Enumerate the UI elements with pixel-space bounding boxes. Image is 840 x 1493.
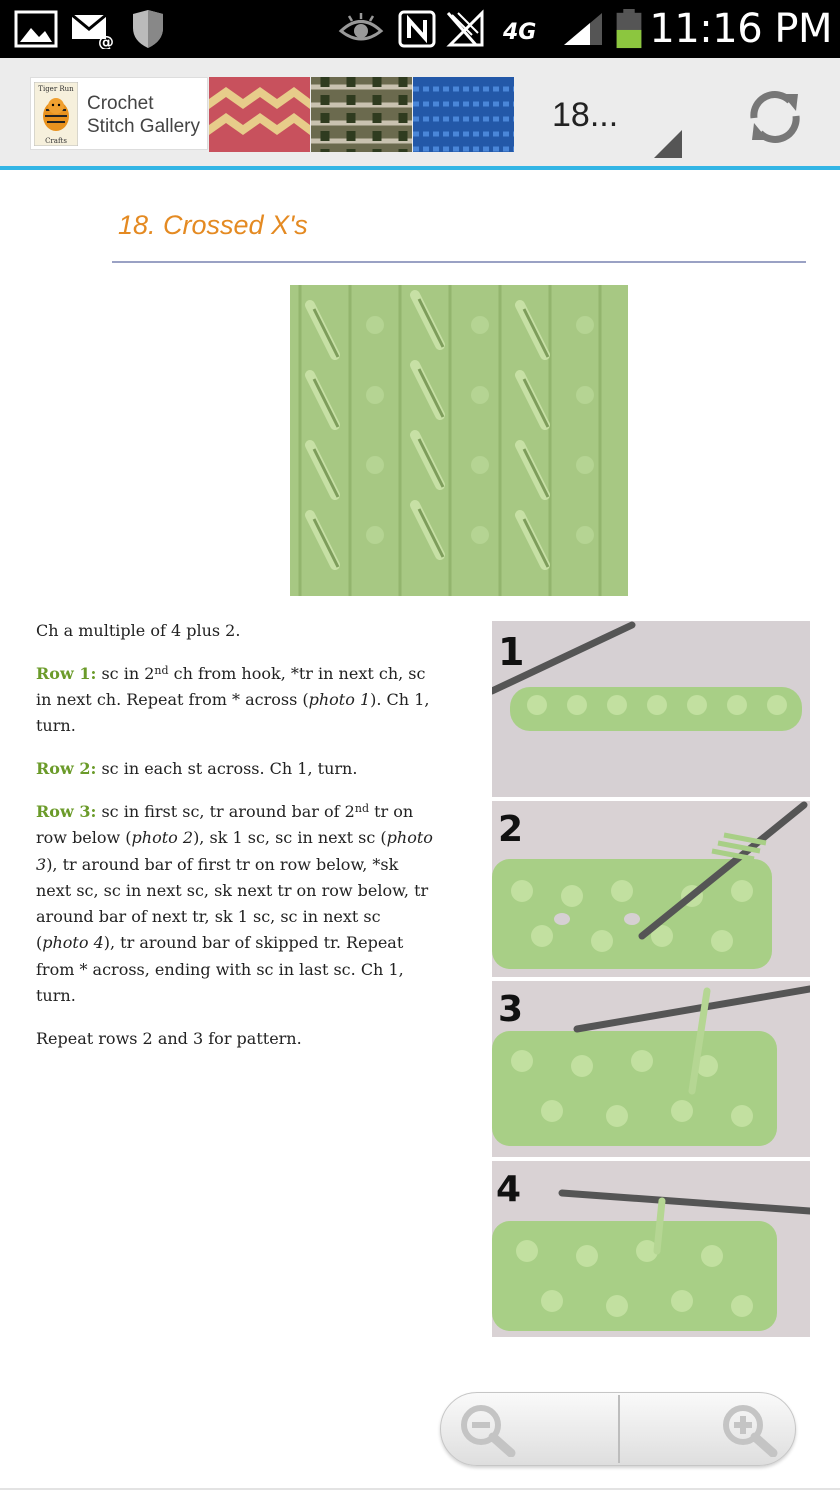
app-logo[interactable]	[30, 77, 208, 150]
step-photo-4-number: 4	[496, 1169, 522, 1210]
email-icon	[70, 9, 116, 49]
pattern-instructions	[36, 618, 436, 1069]
step-photo-2-number: 2	[498, 809, 524, 850]
signal-bars-icon	[560, 9, 606, 49]
logo-small-text-top: Tiger Run	[38, 85, 74, 93]
dropdown-corner-icon	[654, 130, 682, 158]
app-title-line2: Stitch Gallery	[87, 116, 200, 137]
pattern-title: 18. Crossed X's	[118, 210, 308, 240]
step-photo-2	[492, 801, 810, 977]
zoom-in-button[interactable]	[620, 1393, 797, 1465]
shield-icon	[130, 9, 166, 49]
row-1-label: Row 1:	[36, 663, 97, 683]
chevron-swatch-image[interactable]	[209, 77, 310, 152]
pattern-page	[0, 170, 840, 1493]
zoom-controls	[440, 1392, 796, 1466]
row-2-label: Row 2:	[36, 759, 97, 779]
refresh-icon[interactable]	[742, 84, 808, 150]
intro-text: Ch a multiple of 4 plus 2.	[36, 621, 241, 640]
repeat-note: Repeat rows 2 and 3 for pattern.	[36, 1028, 302, 1048]
row-1-text: Row 1: sc in 2nd ch from hook, *tr in next ch, sc in next ch. Repeat from * across (photo 1). Ch 1, turn.	[36, 663, 430, 736]
page-selector-value: 18...	[552, 96, 619, 134]
app-header	[0, 58, 840, 166]
status-bar	[0, 0, 840, 58]
signal-muted-icon	[446, 9, 502, 49]
battery-icon	[614, 9, 644, 49]
network-type-label: 4G	[503, 20, 537, 45]
bottom-divider	[0, 1488, 840, 1490]
mosaic-swatch-image[interactable]	[311, 77, 412, 152]
row-3-label: Row 3:	[36, 801, 97, 821]
app-title	[87, 92, 200, 138]
nfc-icon	[398, 9, 436, 49]
step-photo-1	[492, 621, 810, 797]
zoom-out-icon	[455, 1401, 521, 1457]
zoom-out-button[interactable]	[441, 1393, 618, 1465]
gallery-icon	[14, 9, 58, 49]
blue-swatch-image[interactable]	[413, 77, 514, 152]
svg-text:@: @	[98, 32, 114, 49]
status-clock: 11:16 PM	[649, 6, 832, 52]
eye-icon	[338, 9, 384, 49]
logo-small-text-bottom: Crafts	[45, 137, 67, 145]
app-title-line1: Crochet	[87, 93, 154, 114]
step-photo-3-number: 3	[498, 989, 524, 1030]
zoom-in-icon	[717, 1401, 783, 1457]
main-stitch-photo	[290, 285, 628, 596]
title-divider	[112, 261, 806, 263]
row-2-text: Row 2: sc in each st across. Ch 1, turn.	[36, 759, 358, 779]
page-selector-dropdown[interactable]	[540, 88, 690, 158]
step-photo-3	[492, 981, 810, 1157]
row-3-text: Row 3: sc in first sc, tr around bar of 2nd tr on row below (photo 2), sk 1 sc, sc in next sc (photo 3), tr around bar of first tr on row below, *sk next sc, sc in next sc, sk next tr on row below, tr around bar of next tr, sk 1 sc, sc in next sc (photo 4), tr around bar of skipped tr. Repeat from * across, ending with sc in last sc. Ch 1, turn.	[36, 801, 433, 1006]
step-photo-1-number: 1	[498, 630, 525, 674]
step-photo-4	[492, 1161, 810, 1337]
tiger-logo-icon	[34, 82, 78, 146]
